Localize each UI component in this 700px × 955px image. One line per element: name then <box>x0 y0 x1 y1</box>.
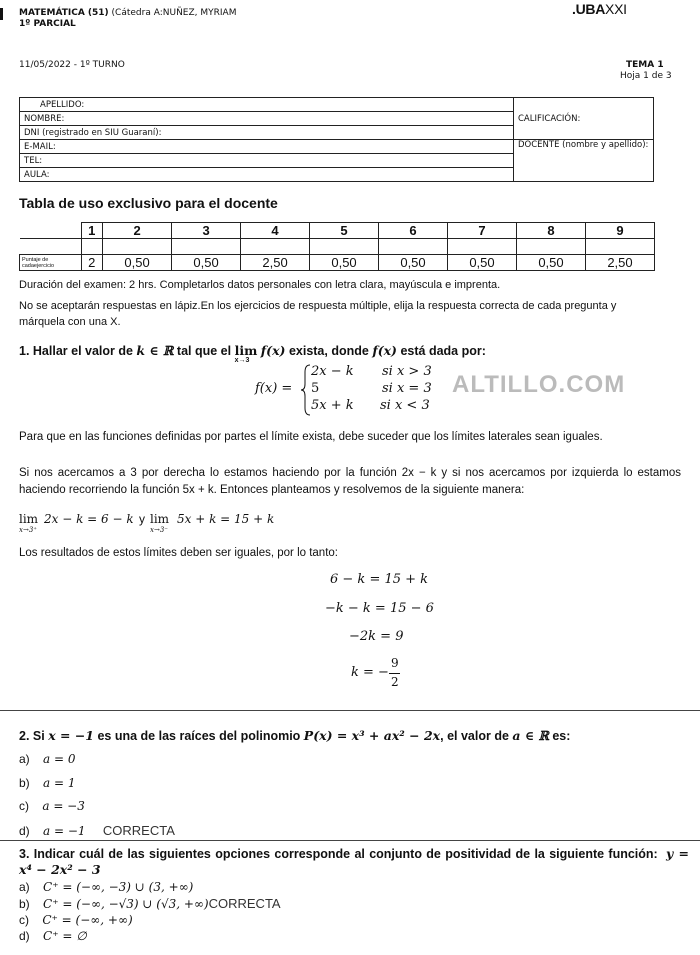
q1-title-part: está dada por: <box>396 344 486 358</box>
q2-option[interactable] <box>19 823 175 838</box>
score-header: 6 <box>379 223 448 239</box>
score-input[interactable] <box>585 239 654 255</box>
case-expr: 5 <box>311 381 320 396</box>
option-value: a = −3 <box>42 799 85 813</box>
q2-polynomial: P(x) = x³ + ax² − 2x <box>303 728 441 743</box>
score-header: 1 <box>81 223 103 239</box>
score-table-title: Tabla de uso exclusivo para el docente <box>19 195 278 211</box>
lim-left-expr: 5x + k = 15 + k <box>177 512 275 526</box>
score-value: 0,50 <box>379 255 448 271</box>
q3-option[interactable] <box>19 929 87 943</box>
equation-1: 6 − k = 15 + k <box>330 572 429 587</box>
email-field[interactable]: E-MAIL: <box>20 140 514 154</box>
q2-title <box>19 728 570 743</box>
score-value: 2,50 <box>241 255 310 271</box>
instructions-duration: Duración del examen: 2 hrs. Completarlos datos personales con letra clara, mayúscula e imprenta. <box>19 279 501 291</box>
q2-option[interactable] <box>19 752 76 766</box>
fraction-bar <box>389 673 400 674</box>
conjunction-y: y <box>139 512 145 526</box>
lim-subscript: x→3⁻ <box>150 526 168 534</box>
nombre-field[interactable]: NOMBRE: <box>20 112 514 126</box>
q3-option[interactable] <box>19 913 133 927</box>
q1-title-part: 1. Hallar el valor de <box>19 344 137 358</box>
lim-operator: lim <box>150 512 170 526</box>
apellido-field[interactable]: APELLIDO: <box>20 98 514 112</box>
score-header: 7 <box>448 223 517 239</box>
case-cond: si x > 3 <box>382 364 432 379</box>
q3-option[interactable] <box>19 896 281 911</box>
score-value: 0,50 <box>448 255 517 271</box>
option-value: a = 0 <box>43 752 76 766</box>
option-label: b) <box>19 776 30 790</box>
dni-field[interactable]: DNI (registrado en SIU Guaraní): <box>20 126 514 140</box>
score-table <box>19 222 655 271</box>
option-value: a = −1 <box>43 824 86 838</box>
personal-data-form <box>19 97 654 182</box>
score-header: 5 <box>310 223 379 239</box>
score-input[interactable] <box>516 239 585 255</box>
q2-title-part: , el valor de <box>440 729 513 743</box>
case-expr: 5x + k <box>311 398 354 413</box>
score-value: 2,50 <box>585 255 654 271</box>
option-label: a) <box>19 880 30 894</box>
q1-paragraph-1: Para que en las funciones definidas por partes el límite exista, debe suceder que los límites laterales sean iguales. <box>19 431 603 443</box>
q2-title-part: 2. Si <box>19 729 49 743</box>
score-input[interactable] <box>448 239 517 255</box>
score-header: 3 <box>172 223 241 239</box>
divider <box>0 840 700 841</box>
watermark: ALTILLO.COM <box>452 371 626 398</box>
q1-limits-line <box>19 512 379 540</box>
eq4-denominator: 2 <box>391 675 399 689</box>
q1-fx: f(x) <box>372 343 397 358</box>
option-label: d) <box>19 929 30 943</box>
equation-4 <box>351 656 411 692</box>
score-blank <box>20 239 82 255</box>
score-row-label: Puntaje de cadaejercicio <box>20 255 82 271</box>
q1-fx: f(x) <box>260 343 286 358</box>
lim-operator: lim <box>19 512 39 526</box>
tema-label: TEMA 1 <box>626 60 664 70</box>
score-input[interactable] <box>81 239 103 255</box>
left-margin-bar <box>0 8 3 20</box>
option-label: d) <box>19 824 30 838</box>
score-value: 2 <box>81 255 103 271</box>
brace-icon <box>301 364 311 416</box>
q1-paragraph-3: Los resultados de estos límites deben ser iguales, por lo tanto: <box>19 547 338 559</box>
score-corner <box>20 223 82 239</box>
page-count: Hoja 1 de 3 <box>620 71 672 81</box>
q1-piecewise <box>255 364 445 416</box>
option-label: c) <box>19 799 29 813</box>
score-input[interactable] <box>379 239 448 255</box>
q1-paragraph-2: Si nos acercamos a 3 por derecha lo estamos haciendo por la función 2x − k y si nos acercamos por izquierda lo estamos haciendo recorriendo la función 5x + k. Entonces planteamos y resolvemos de la siguiente manera: <box>19 467 681 496</box>
case-cond: si x = 3 <box>382 381 432 396</box>
score-header: 8 <box>516 223 585 239</box>
score-input[interactable] <box>310 239 379 255</box>
option-value: C⁺ = (−∞, −√3) ∪ (√3, +∞) <box>43 897 209 911</box>
logo-suffix: XXI <box>605 1 627 17</box>
q3-option[interactable] <box>19 880 193 894</box>
option-value: C⁺ = (−∞, +∞) <box>42 913 133 927</box>
score-header: 9 <box>585 223 654 239</box>
q1-title-part: tal que el <box>173 344 235 358</box>
option-value: C⁺ = ∅ <box>43 929 87 943</box>
score-value: 0,50 <box>103 255 172 271</box>
score-input[interactable] <box>172 239 241 255</box>
q2-option[interactable] <box>19 776 76 790</box>
q2-title-part: es: <box>548 729 571 743</box>
exam-date: 11/05/2022 - 1º TURNO <box>19 60 125 70</box>
option-value: C⁺ = (−∞, −3) ∪ (3, +∞) <box>43 880 194 894</box>
q2-option[interactable] <box>19 799 85 813</box>
option-label: b) <box>19 897 30 911</box>
q1-title-part: exista, donde <box>285 344 373 358</box>
score-header: 4 <box>241 223 310 239</box>
q2-a-in-r: a ∈ ℝ <box>512 728 549 743</box>
catedra: (Cátedra A:NUÑEZ, MYRIAM <box>108 8 237 18</box>
aula-field[interactable]: AULA: <box>20 168 514 182</box>
tel-field[interactable]: TEL: <box>20 154 514 168</box>
score-input[interactable] <box>103 239 172 255</box>
equation-2: −k − k = 15 − 6 <box>325 601 434 616</box>
divider <box>0 710 700 711</box>
option-value: a = 1 <box>43 776 76 790</box>
lim-subscript: x→3⁺ <box>19 526 37 534</box>
q2-x-value: x = −1 <box>48 728 94 743</box>
score-input[interactable] <box>241 239 310 255</box>
instructions-pencil: No se aceptarán respuestas en lápiz.En los ejercicios de respuesta múltiple, elija la respuesta correcta de cada pregunta y márquela con una X. <box>19 300 617 328</box>
score-header: 2 <box>103 223 172 239</box>
eq4-numerator: 9 <box>391 656 399 670</box>
q1-title <box>19 343 486 364</box>
score-value: 0,50 <box>516 255 585 271</box>
lim-right-expr: 2x − k = 6 − k <box>44 512 134 526</box>
equation-3: −2k = 9 <box>349 629 404 644</box>
option-label: a) <box>19 752 30 766</box>
case-cond: si x < 3 <box>380 398 430 413</box>
exam-name: 1º PARCIAL <box>19 19 76 29</box>
docente-field[interactable]: DOCENTE (nombre y apellido): <box>514 140 654 182</box>
q2-title-part: es una de las raíces del polinomio <box>94 729 304 743</box>
q1-k-in-r: k ∈ ℝ <box>136 343 174 358</box>
course-header <box>19 8 236 18</box>
q3-title <box>19 846 689 878</box>
eq4-lhs: k = − <box>351 665 389 680</box>
calificacion-field[interactable]: CALIFICACIÓN: <box>514 98 654 140</box>
q3-title-text: 3. Indicar cuál de las siguientes opciones corresponde al conjunto de positividad de la siguiente función: <box>19 847 658 861</box>
case-expr: 2x − k <box>311 364 354 379</box>
option-label: c) <box>19 913 29 927</box>
q1-limit <box>234 343 258 364</box>
logo-main: .UBA <box>572 1 606 17</box>
correct-mark: CORRECTA <box>102 823 175 838</box>
uba-xxi-logo <box>572 1 627 17</box>
course-name: MATEMÁTICA (51) <box>19 8 109 18</box>
score-value: 0,50 <box>310 255 379 271</box>
q3-function: y = x⁴ − 2x² − 3 <box>19 846 689 877</box>
q1-fdef: f(x) = <box>255 381 293 396</box>
lim-operator: lim <box>234 343 258 358</box>
correct-mark: CORRECTA <box>208 896 281 911</box>
score-value: 0,50 <box>172 255 241 271</box>
lim-subscript: x→3 <box>234 357 250 364</box>
